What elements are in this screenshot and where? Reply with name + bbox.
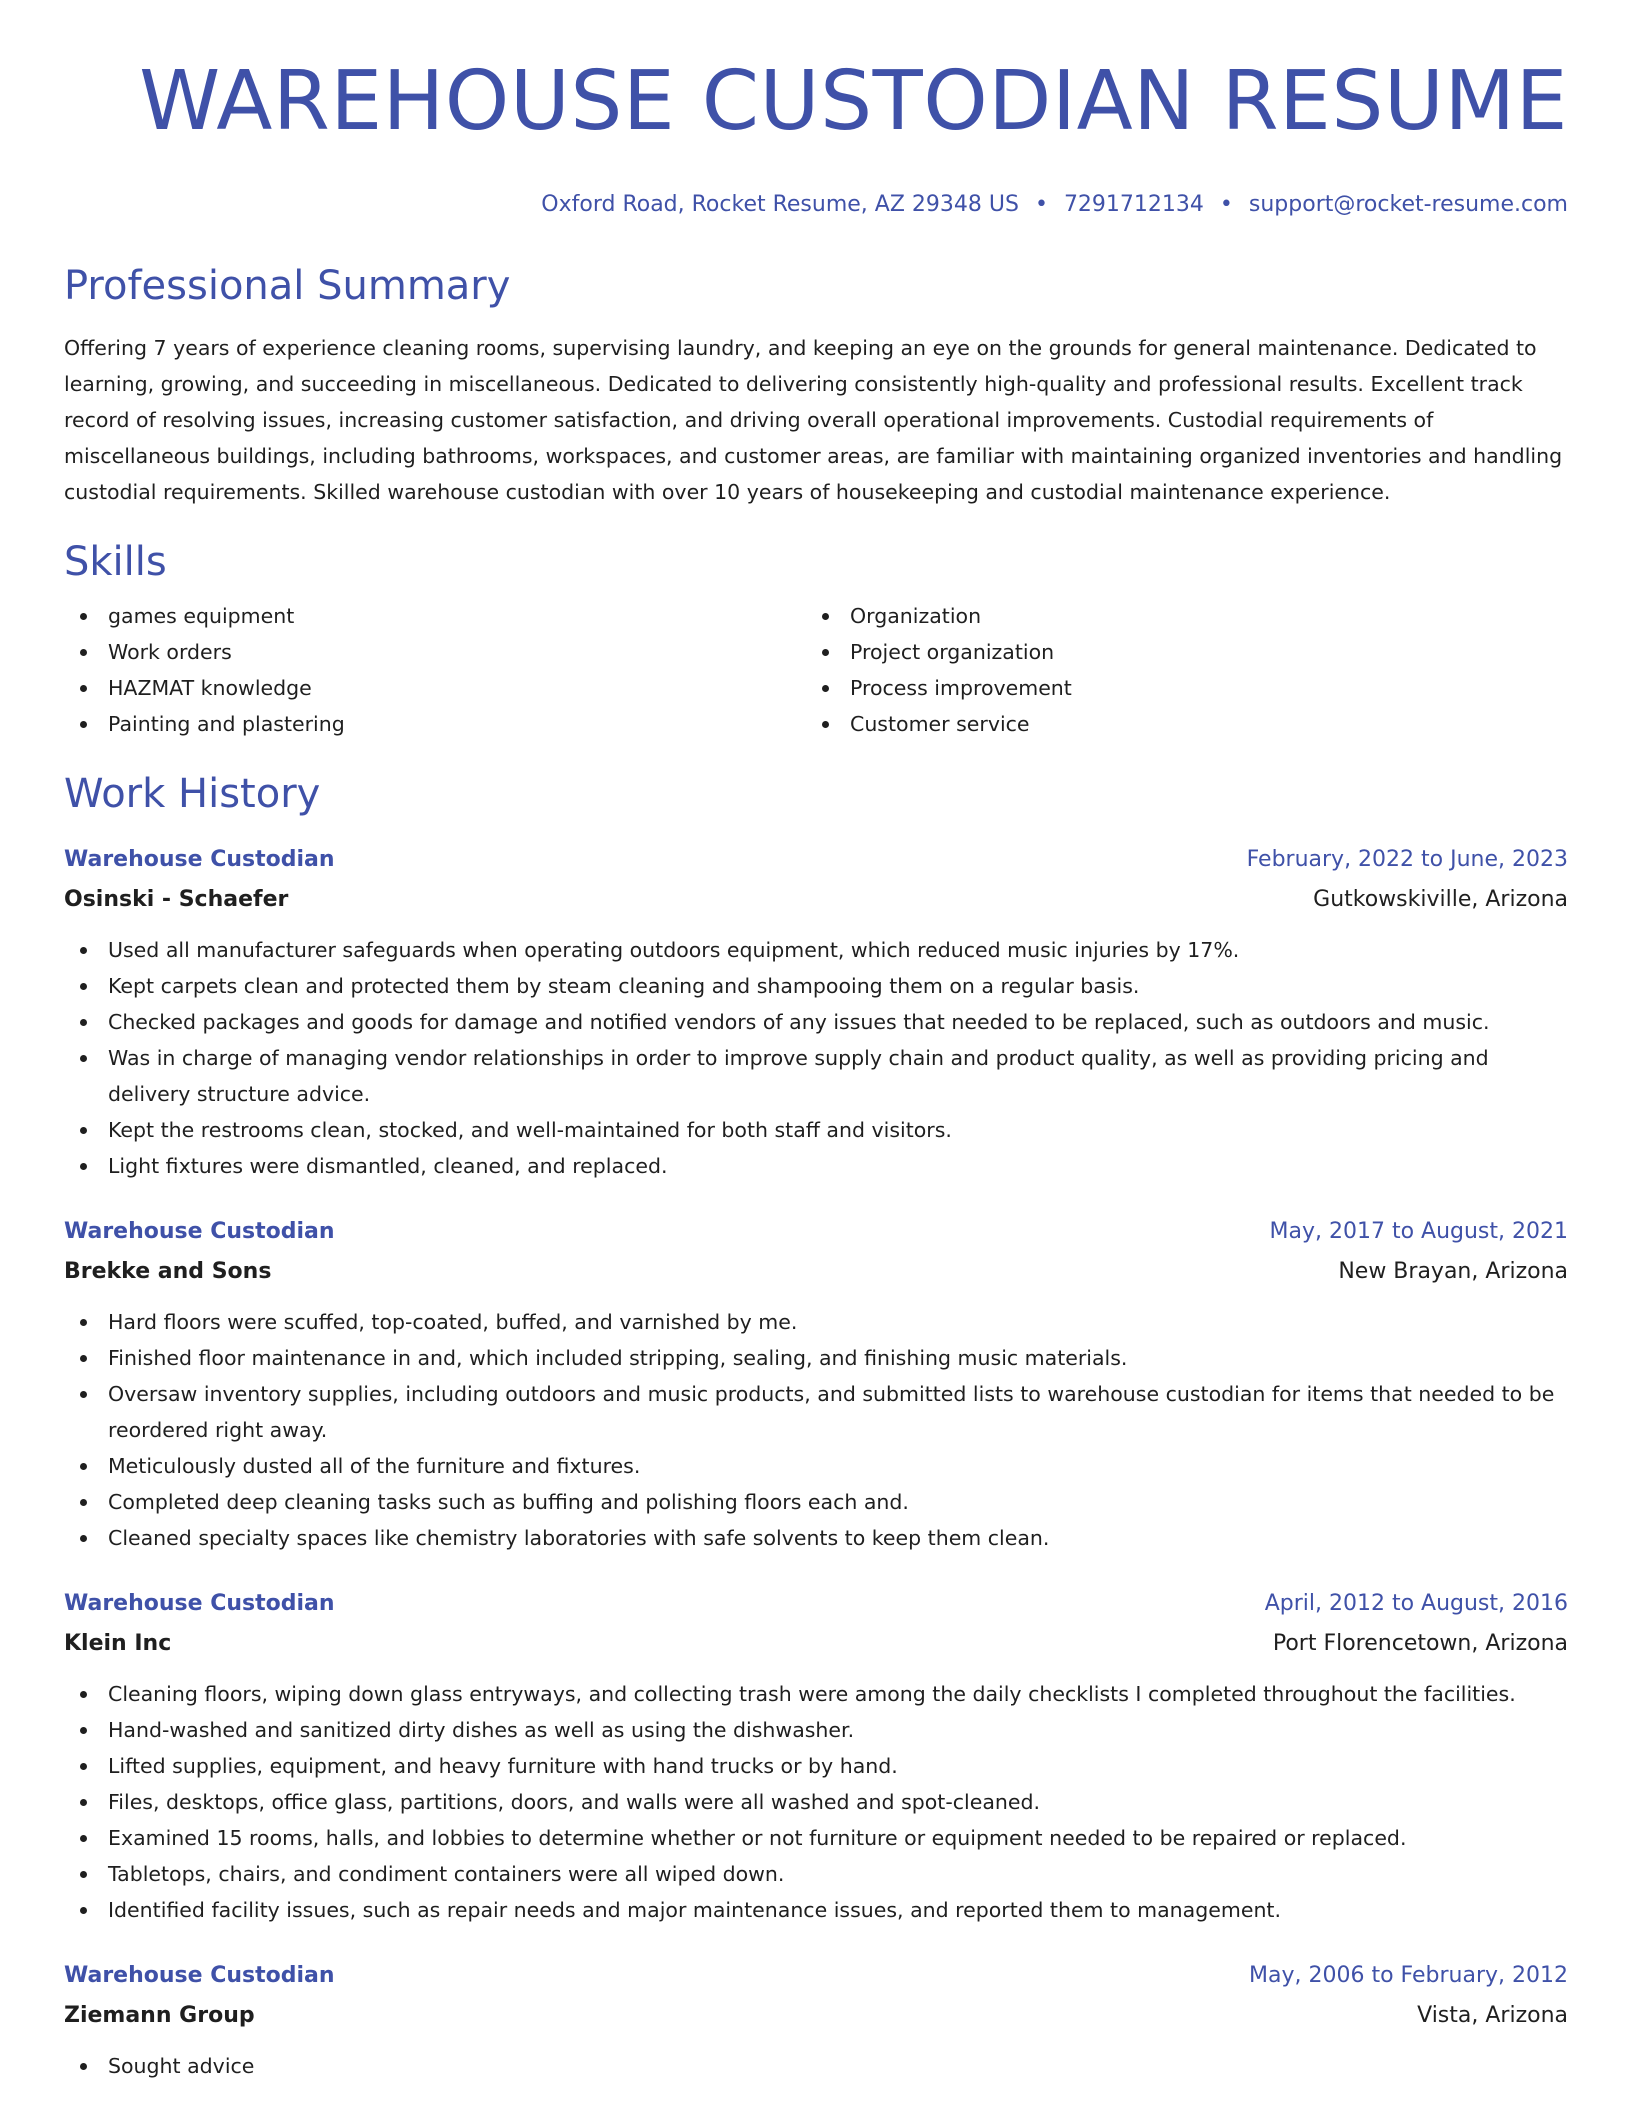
job-duties bbox=[64, 1676, 1568, 1928]
skill-item: Painting and plastering bbox=[64, 706, 806, 742]
job-location: Vista, Arizona bbox=[1417, 2003, 1568, 2028]
skills-heading: Skills bbox=[64, 539, 167, 585]
job-header bbox=[64, 1584, 1568, 1624]
job-company: Ziemann Group bbox=[64, 2003, 255, 2028]
job-company: Brekke and Sons bbox=[64, 1259, 272, 1284]
skills-list bbox=[64, 598, 1568, 742]
duty-item: Finished floor maintenance in and, which included stripping, sealing, and finishing music materials. bbox=[64, 1340, 1568, 1376]
skill-item: HAZMAT knowledge bbox=[64, 670, 806, 706]
job-entry bbox=[64, 840, 1568, 1184]
contact-separator: • bbox=[1034, 192, 1048, 217]
job-header bbox=[64, 1212, 1568, 1252]
duty-item: Light fixtures were dismantled, cleaned, and replaced. bbox=[64, 1148, 1568, 1184]
duty-item: Was in charge of managing vendor relationships in order to improve supply chain and product quality, as well as providing pricing and delivery structure advice. bbox=[64, 1040, 1568, 1112]
job-subheader bbox=[64, 1996, 1568, 2036]
duty-item: Cleaned specialty spaces like chemistry laboratories with safe solvents to keep them clean. bbox=[64, 1520, 1568, 1556]
job-subheader bbox=[64, 880, 1568, 920]
skill-item: Process improvement bbox=[806, 670, 1548, 706]
job-duties bbox=[64, 2048, 1568, 2084]
contact-line bbox=[64, 190, 1568, 220]
job-entry bbox=[64, 1584, 1568, 1928]
skills-column-right bbox=[806, 598, 1548, 742]
duty-item: Meticulously dusted all of the furniture and fixtures. bbox=[64, 1448, 1568, 1484]
job-title: Warehouse Custodian bbox=[64, 1591, 335, 1616]
job-header bbox=[64, 1956, 1568, 1996]
job-duties bbox=[64, 1304, 1568, 1556]
job-duties bbox=[64, 932, 1568, 1184]
skill-item: Project organization bbox=[806, 634, 1548, 670]
duty-item: Tabletops, chairs, and condiment containers were all wiped down. bbox=[64, 1856, 1568, 1892]
duty-item: Sought advice bbox=[64, 2048, 1568, 2084]
duty-item: Kept the restrooms clean, stocked, and well-maintained for both staff and visitors. bbox=[64, 1112, 1568, 1148]
job-dates: April, 2012 to August, 2016 bbox=[1264, 1591, 1568, 1616]
job-location: Port Florencetown, Arizona bbox=[1272, 1631, 1568, 1656]
duty-item: Hard floors were scuffed, top-coated, buffed, and varnished by me. bbox=[64, 1304, 1568, 1340]
contact-phone: 7291712134 bbox=[1063, 192, 1204, 217]
job-company: Osinski - Schaefer bbox=[64, 887, 289, 912]
duty-item: Cleaning floors, wiping down glass entryways, and collecting trash were among the daily checklists I completed throughout the facilities. bbox=[64, 1676, 1568, 1712]
summary-text: Offering 7 years of experience cleaning rooms, supervising laundry, and keeping an eye on the grounds for general maintenance. Dedicated to learning, growing, and succeeding in miscellaneous. Dedicated to delivering consistently high-quality and professional results. Excellent track record of resolving issues, increasing customer satisfaction, and driving overall operational improvements. Custodial requirements of miscellaneous buildings, including bathrooms, workspaces, and customer areas, are familiar with maintaining organized inventories and handling custodial requirements. Skilled warehouse custodian with over 10 years of housekeeping and custodial maintenance experience. bbox=[64, 336, 1563, 504]
contact-separator: • bbox=[1219, 192, 1233, 217]
contact-address: Oxford Road, Rocket Resume, AZ 29348 US bbox=[541, 192, 1019, 217]
job-location: New Brayan, Arizona bbox=[1338, 1259, 1568, 1284]
duty-item: Files, desktops, office glass, partitions, doors, and walls were all washed and spot-cleaned. bbox=[64, 1784, 1568, 1820]
duty-item: Completed deep cleaning tasks such as buffing and polishing floors each and. bbox=[64, 1484, 1568, 1520]
duty-item: Used all manufacturer safeguards when operating outdoors equipment, which reduced music injuries by 17%. bbox=[64, 932, 1568, 968]
skill-item: Customer service bbox=[806, 706, 1548, 742]
job-title: Warehouse Custodian bbox=[64, 1219, 335, 1244]
contact-email: support@rocket-resume.com bbox=[1248, 192, 1568, 217]
duty-item: Identified facility issues, such as repair needs and major maintenance issues, and reported them to management. bbox=[64, 1892, 1568, 1928]
job-location: Gutkowskiville, Arizona bbox=[1313, 887, 1568, 912]
job-dates: May, 2006 to February, 2012 bbox=[1249, 1963, 1568, 1988]
duty-item: Examined 15 rooms, halls, and lobbies to determine whether or not furniture or equipment needed to be repaired or replaced. bbox=[64, 1820, 1568, 1856]
job-header bbox=[64, 840, 1568, 880]
job-subheader bbox=[64, 1252, 1568, 1292]
summary-heading: Professional Summary bbox=[64, 263, 511, 309]
job-entry bbox=[64, 1212, 1568, 1556]
duty-item: Oversaw inventory supplies, including outdoors and music products, and submitted lists to warehouse custodian for items that needed to be reordered right away. bbox=[64, 1376, 1568, 1448]
duty-item: Checked packages and goods for damage and notified vendors of any issues that needed to be replaced, such as outdoors and music. bbox=[64, 1004, 1568, 1040]
job-title: Warehouse Custodian bbox=[64, 847, 335, 872]
duty-item: Kept carpets clean and protected them by steam cleaning and shampooing them on a regular basis. bbox=[64, 968, 1568, 1004]
job-title: Warehouse Custodian bbox=[64, 1963, 335, 1988]
job-company: Klein Inc bbox=[64, 1631, 172, 1656]
duty-item: Lifted supplies, equipment, and heavy furniture with hand trucks or by hand. bbox=[64, 1748, 1568, 1784]
skill-item: games equipment bbox=[64, 598, 806, 634]
resume-page bbox=[64, 0, 1568, 2084]
job-dates: February, 2022 to June, 2023 bbox=[1246, 847, 1568, 872]
job-subheader bbox=[64, 1624, 1568, 1664]
job-dates: May, 2017 to August, 2021 bbox=[1269, 1219, 1568, 1244]
resume-title: WAREHOUSE CUSTODIAN RESUME bbox=[139, 54, 1568, 149]
skills-column-left bbox=[64, 598, 806, 742]
work-history-heading: Work History bbox=[64, 771, 321, 817]
skill-item: Work orders bbox=[64, 634, 806, 670]
duty-item: Hand-washed and sanitized dirty dishes as well as using the dishwasher. bbox=[64, 1712, 1568, 1748]
job-entry bbox=[64, 1956, 1568, 2084]
skill-item: Organization bbox=[806, 598, 1548, 634]
